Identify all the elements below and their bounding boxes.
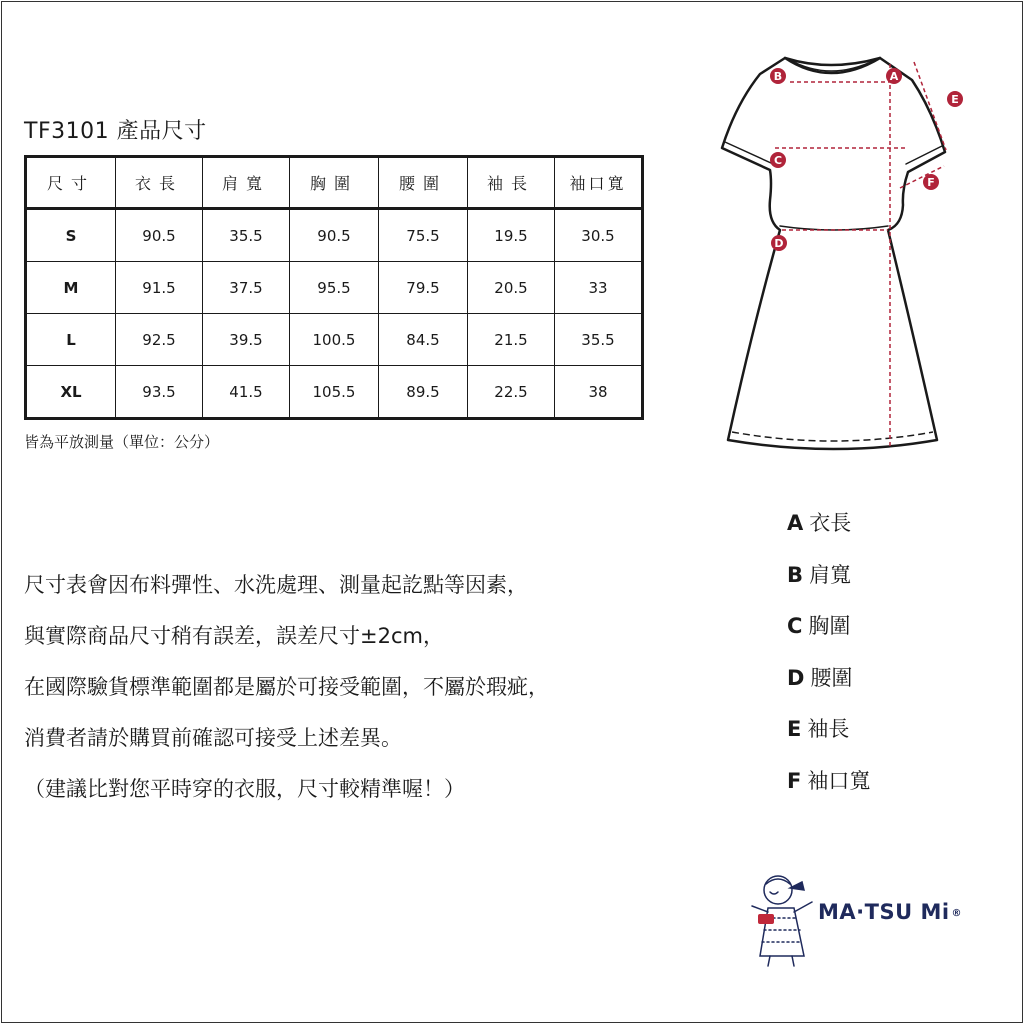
header-waist: 腰圍 (379, 157, 468, 209)
note-line: （建議比對您平時穿的衣服，尺寸較精準喔！） (24, 777, 465, 801)
table-cell: 100.5 (290, 314, 379, 366)
header-length: 衣長 (116, 157, 203, 209)
marker-c (770, 152, 786, 168)
table-cell: 75.5 (379, 209, 468, 262)
size-cell: M (26, 262, 116, 314)
brand-mascot-logo (746, 870, 818, 970)
size-cell: S (26, 209, 116, 262)
table-cell: 30.5 (555, 209, 643, 262)
note-line: 與實際商品尺寸稍有誤差，誤差尺寸±2cm， (24, 624, 444, 648)
table-cell: 20.5 (468, 262, 555, 314)
size-cell: L (26, 314, 116, 366)
measurement-legend (787, 498, 870, 807)
header-shoulder: 肩寬 (203, 157, 290, 209)
table-cell: 35.5 (555, 314, 643, 366)
legend-item: C 胸圍 (787, 614, 851, 638)
measurement-note: 皆為平放測量（單位：公分） (24, 433, 220, 451)
table-cell: 33 (555, 262, 643, 314)
table-cell: 95.5 (290, 262, 379, 314)
legend-item: A 衣長 (787, 511, 852, 535)
header-sleeve-length: 袖長 (468, 157, 555, 209)
table-cell: 22.5 (468, 366, 555, 419)
table-cell: 39.5 (203, 314, 290, 366)
legend-item: E 袖長 (787, 717, 850, 741)
table-cell: 90.5 (116, 209, 203, 262)
header-chest: 胸圍 (290, 157, 379, 209)
note-line: 消費者請於購買前確認可接受上述差異。 (24, 726, 402, 750)
svg-text:B: B (773, 70, 783, 83)
marker-f (923, 174, 939, 190)
svg-text:D: D (774, 237, 784, 250)
table-cell: 37.5 (203, 262, 290, 314)
table-cell: 21.5 (468, 314, 555, 366)
table-cell: 93.5 (116, 366, 203, 419)
table-cell: 105.5 (290, 366, 379, 419)
sleeve-length-line (914, 62, 946, 150)
disclaimer-notes (24, 560, 549, 815)
table-cell: 84.5 (379, 314, 468, 366)
header-size: 尺寸 (26, 157, 116, 209)
svg-text:E: E (951, 93, 959, 106)
svg-text:C: C (773, 154, 783, 167)
marker-a (886, 68, 902, 84)
dress-diagram (0, 0, 1024, 480)
table-cell: 38 (555, 366, 643, 419)
page-title: TF3101 產品尺寸 (24, 119, 207, 144)
table-cell: 92.5 (116, 314, 203, 366)
svg-text:A: A (889, 70, 899, 83)
table-cell: 90.5 (290, 209, 379, 262)
table-cell: 91.5 (116, 262, 203, 314)
brand-name: MA·TSU Mi ® (818, 900, 963, 924)
legend-item: F 袖口寬 (787, 768, 871, 793)
size-cell: XL (26, 366, 116, 419)
table-cell: 41.5 (203, 366, 290, 419)
legend-item: D 腰圍 (787, 665, 853, 690)
header-cuff-width: 袖口寬 (555, 157, 643, 209)
marker-d (771, 235, 787, 251)
note-line: 尺寸表會因布料彈性、水洗處理、測量起訖點等因素， (24, 573, 528, 597)
table-cell: 19.5 (468, 209, 555, 262)
dress-outline (722, 58, 945, 449)
svg-text:F: F (927, 176, 935, 189)
marker-b (770, 68, 786, 84)
marker-e (947, 91, 963, 107)
table-cell: 89.5 (379, 366, 468, 419)
table-cell: 35.5 (203, 209, 290, 262)
note-line: 在國際驗貨標準範圍都是屬於可接受範圍，不屬於瑕疵， (24, 675, 549, 699)
legend-item: B 肩寬 (787, 562, 852, 587)
table-cell: 79.5 (379, 262, 468, 314)
